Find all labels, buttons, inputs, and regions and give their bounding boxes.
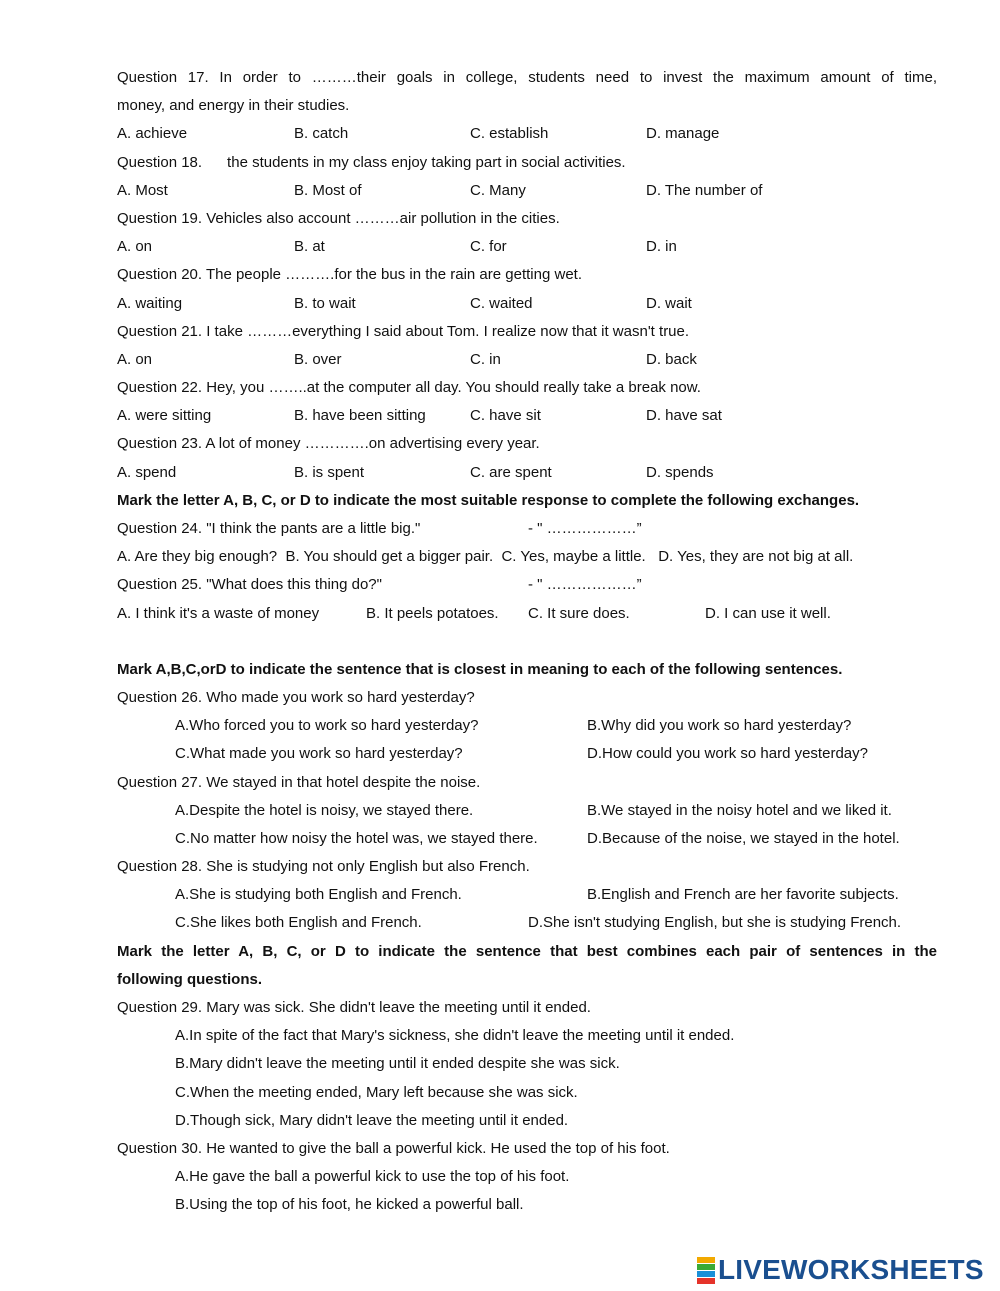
option-d[interactable]: D.Because of the noise, we stayed in the hotel. — [587, 829, 900, 847]
question-18-options — [117, 177, 937, 205]
option-b[interactable]: B.English and French are her favorite subjects. — [587, 886, 899, 904]
option-c[interactable]: C. waited — [470, 294, 533, 312]
option-b[interactable]: B. to wait — [294, 294, 356, 312]
question-28-options-ab — [117, 881, 937, 909]
option-c[interactable]: C.She likes both English and French. — [175, 914, 422, 932]
option-d[interactable]: D. manage — [646, 125, 720, 143]
option-d[interactable]: D. have sat — [646, 407, 722, 425]
question-23-options — [117, 459, 937, 487]
option-c[interactable]: C. have sit — [470, 407, 541, 425]
liveworksheets-logo-icon — [697, 1257, 715, 1284]
question-24-response-blank: - " ………………” — [528, 520, 642, 537]
section-heading-exchanges: Mark the letter A, B, C, or D to indicate the most suitable response to complete the following exchanges. — [117, 491, 860, 509]
option-a[interactable]: A. I think it's a waste of money — [117, 604, 320, 622]
option-d[interactable]: D.Though sick, Mary didn't leave the meeting until it ended. — [175, 1111, 569, 1129]
option-a[interactable]: A.In spite of the fact that Mary's sickness, she didn't leave the meeting until it ended. — [175, 1027, 735, 1045]
option-d[interactable]: D. The number of — [646, 181, 763, 199]
question-22-options — [117, 402, 937, 430]
option-b[interactable]: B.Why did you work so hard yesterday? — [587, 717, 852, 735]
option-a[interactable]: A. waiting — [117, 294, 183, 312]
question-19-options — [117, 233, 937, 261]
option-b[interactable]: B. catch — [294, 125, 349, 143]
spacer — [117, 628, 937, 656]
option-a[interactable]: A.He gave the ball a powerful kick to use the top of his foot. — [175, 1168, 570, 1186]
option-c[interactable]: C. are spent — [470, 463, 552, 481]
question-26-options-ab — [117, 712, 937, 740]
question-30-text: Question 30. He wanted to give the ball a powerful kick. He used the top of his foot. — [117, 1139, 670, 1157]
question-21-options — [117, 346, 937, 374]
question-17-options — [117, 120, 937, 148]
option-c[interactable]: C.What made you work so hard yesterday? — [175, 745, 463, 763]
question-27-options-cd — [117, 825, 937, 853]
question-26-text: Question 26. Who made you work so hard yesterday? — [117, 688, 475, 706]
option-b[interactable]: B. at — [294, 238, 325, 256]
question-17-text-cont: money, and energy in their studies. — [117, 97, 350, 115]
option-d[interactable]: D. spends — [646, 463, 714, 481]
option-d[interactable]: D.How could you work so hard yesterday? — [587, 745, 868, 763]
logo-text: LIVEWORKSHEETS — [718, 1254, 984, 1285]
option-a[interactable]: A. were sitting — [117, 407, 212, 425]
question-22-text: Question 22. Hey, you ……..at the computer all day. You should really take a break now. — [117, 379, 701, 397]
option-d[interactable]: D. I can use it well. — [705, 604, 831, 622]
section-heading-meaning: Mark A,B,C,orD to indicate the sentence that is closest in meaning to each of the following sentences. — [117, 660, 843, 678]
option-a[interactable]: A. on — [117, 350, 153, 368]
option-c[interactable]: C. in — [470, 350, 501, 368]
question-20-text: Question 20. The people ……….for the bus in the rain are getting wet. — [117, 266, 582, 284]
option-b[interactable]: B.We stayed in the noisy hotel and we liked it. — [587, 801, 892, 819]
option-b[interactable]: B.Using the top of his foot, he kicked a powerful ball. — [175, 1196, 524, 1214]
option-a[interactable]: A.Who forced you to work so hard yesterday? — [175, 717, 479, 735]
question-24-text: Question 24. "I think the pants are a little big." — [117, 520, 421, 537]
question-29-text: Question 29. Mary was sick. She didn't leave the meeting until it ended. — [117, 999, 591, 1016]
option-c[interactable]: C. Many — [470, 181, 526, 199]
option-c[interactable]: C.When the meeting ended, Mary left because she was sick. — [175, 1083, 578, 1101]
section-heading-combine: Mark the letter A, B, C, or D to indicate the sentence that best combines each pair of sentences in the — [117, 942, 937, 960]
option-b[interactable]: B. have been sitting — [294, 407, 426, 425]
option-b[interactable]: B.Mary didn't leave the meeting until it ended despite she was sick. — [175, 1055, 620, 1073]
question-24-options[interactable]: A. Are they big enough? B. You should get a bigger pair. C. Yes, maybe a little. D. Yes, they are not big at all. — [117, 548, 854, 566]
question-18-text: Question 18. the students in my class enjoy taking part in social activities. — [117, 153, 626, 171]
option-a[interactable]: A. Most — [117, 181, 168, 199]
question-21-text: Question 21. I take ………everything I said about Tom. I realize now that it wasn't true. — [117, 322, 690, 340]
option-c[interactable]: C. for — [470, 238, 507, 256]
question-27-text: Question 27. We stayed in that hotel despite the noise. — [117, 773, 481, 791]
question-26-options-cd — [117, 740, 937, 768]
question-19-text: Question 19. Vehicles also account ………air pollution in the cities. — [117, 209, 560, 227]
option-d[interactable]: D. wait — [646, 294, 692, 312]
question-27-options-ab — [117, 797, 937, 825]
question-28-options-cd — [117, 909, 937, 937]
option-a[interactable]: A.She is studying both English and French. — [175, 886, 462, 904]
question-25-text: Question 25. "What does this thing do?" — [117, 576, 382, 594]
question-28-text: Question 28. She is studying not only English but also French. — [117, 858, 530, 876]
question-23-text: Question 23. A lot of money ………….on advertising every year. — [117, 435, 540, 453]
option-c[interactable]: C. It sure does. — [528, 604, 630, 622]
question-25-options — [117, 600, 937, 628]
option-b[interactable]: B. over — [294, 350, 342, 368]
option-a[interactable]: A. on — [117, 238, 153, 256]
option-b[interactable]: B. is spent — [294, 463, 365, 481]
option-c[interactable]: C.No matter how noisy the hotel was, we stayed there. — [175, 829, 538, 847]
option-a[interactable]: A.Despite the hotel is noisy, we stayed there. — [175, 801, 474, 819]
option-d[interactable]: D. in — [646, 238, 677, 256]
option-c[interactable]: C. establish — [470, 125, 549, 143]
option-d[interactable]: D. back — [646, 350, 697, 368]
option-d[interactable]: D.She isn't studying English, but she is studying French. — [528, 914, 902, 932]
question-17-text: Question 17. In order to ………their goals in college, students need to invest the maximum amount of time, — [117, 69, 937, 86]
option-b[interactable]: B. It peels potatoes. — [366, 604, 499, 622]
question-20-options — [117, 290, 937, 318]
liveworksheets-logo — [697, 1255, 984, 1285]
option-b[interactable]: B. Most of — [294, 181, 362, 199]
section-heading-combine-cont: following questions. — [117, 970, 262, 988]
question-24-row — [117, 515, 937, 543]
option-a[interactable]: A. achieve — [117, 125, 188, 143]
worksheet-page — [117, 64, 937, 1220]
option-a[interactable]: A. spend — [117, 463, 177, 481]
question-25-row — [117, 571, 937, 599]
question-25-response-blank: - " ………………” — [528, 576, 642, 594]
